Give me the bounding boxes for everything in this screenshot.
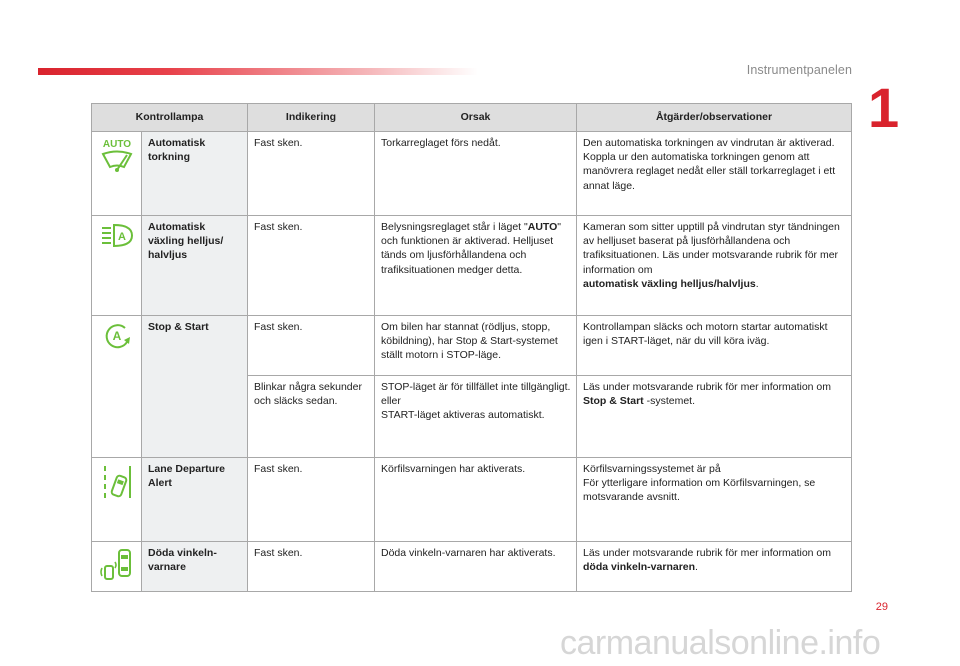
blind-spot-icon (98, 546, 136, 582)
watermark: carmanualsonline.info (560, 624, 881, 662)
cause-text: Körfilsvarningen har aktiverats. (375, 458, 577, 542)
lamp-name: Lane Departure Alert (142, 458, 248, 542)
auto-wiper-icon-text: AUTO (102, 139, 132, 150)
action-text (577, 216, 852, 316)
cause-text: Döda vinkeln-varnaren har aktiverats. (375, 542, 577, 592)
column-header-lamp: Kontrollampa (92, 104, 248, 132)
cause-text-start: Belysningsreglaget står i läget " (381, 221, 528, 233)
table-row-blind-spot (92, 542, 852, 592)
lamp-name: Döda vinkeln-varnare (142, 542, 248, 592)
action-text-end: -systemet. (646, 395, 696, 408)
lamp-icon-cell (92, 316, 142, 458)
stop-start-icon (98, 320, 136, 350)
indication-text: Blinkar några sekunder och släcks sedan. (248, 376, 375, 458)
auto-high-beam-icon (98, 220, 136, 250)
table-row-stop-start-fixed (92, 316, 852, 376)
lamp-name: Stop & Start (142, 316, 248, 458)
action-text (577, 542, 852, 592)
cause-text (375, 216, 577, 316)
action-text (577, 458, 852, 542)
indication-text: Fast sken. (248, 216, 375, 316)
lamp-icon-cell (92, 216, 142, 316)
cause-line: eller (381, 395, 401, 408)
action-text-start: Läs under motsvarande rubrik för mer information om (583, 381, 832, 393)
column-header-action: Åtgärder/observationer (577, 104, 852, 132)
action-text: Kontrollampan släcks och motorn startar automatiskt igen i START-läget, när du vill köra iväg. (577, 316, 852, 376)
column-header-cause: Orsak (375, 104, 577, 132)
indication-text: Fast sken. (248, 458, 375, 542)
auto-wiper-icon (98, 136, 136, 176)
action-text-end: . (695, 561, 698, 574)
cause-line: START-läget aktiveras automatiskt. (381, 409, 545, 422)
lamp-icon-cell (92, 458, 142, 542)
action-reference: automatisk växling helljus/halvljus (583, 277, 756, 290)
cause-line: STOP-läget är för tillfället inte tillgängligt. (381, 381, 571, 393)
action-text: Den automatiska torkningen av vindrutan är aktiverad. Koppla ur den automatiska torkningen genom att manövrera reglaget nedåt eller ställ torkarreglaget i ett annat läge. (577, 132, 852, 216)
section-title: Instrumentpanelen (746, 63, 852, 77)
lamp-icon-cell (92, 542, 142, 592)
cause-text-end: " och funktionen är aktiverad. Helljuset tänds om ljusförhållandena och trafiksituationen medger detta. (381, 221, 562, 276)
lane-departure-icon (98, 462, 136, 502)
lamp-icon-cell (92, 132, 142, 216)
auto-beam-icon-text: A (118, 231, 126, 243)
action-text-end: . (755, 277, 759, 290)
cause-text: Om bilen har stannat (rödljus, stopp, köbildning), har Stop & Start-systemet ställt motorn i STOP-läge. (375, 316, 577, 376)
page-number: 29 (875, 601, 888, 613)
cause-text-emphasis: AUTO (527, 221, 558, 233)
stop-start-icon-text: A (112, 329, 122, 343)
table-row-auto-wiping (92, 132, 852, 216)
table-row-lane-departure (92, 458, 852, 542)
action-text-start: Läs under motsvarande rubrik för mer information om (583, 547, 832, 559)
indication-text: Fast sken. (248, 542, 375, 592)
chapter-number: 1 (868, 76, 900, 139)
indication-text: Fast sken. (248, 132, 375, 216)
lamp-name: Automatisk växling helljus/ halvljus (142, 216, 248, 316)
action-reference: Stop & Start (583, 395, 644, 408)
cause-text: Torkarreglaget förs nedåt. (375, 132, 577, 216)
lamp-name: Automatisk torkning (142, 132, 248, 216)
action-reference: döda vinkeln-varnaren (583, 561, 696, 574)
action-text (577, 376, 852, 458)
chapter-accent-bar (38, 68, 478, 75)
action-line: Körfilsvarningssystemet är på (583, 463, 721, 475)
indication-text: Fast sken. (248, 316, 375, 376)
table-header-row (92, 104, 852, 132)
action-text-start: Kameran som sitter upptill på vindrutan styr tändningen av helljuset baserat på ljusförhållandena och trafiksituationen. Läs under motsvarande rubrik för mer information om (583, 221, 840, 276)
column-header-indication: Indikering (248, 104, 375, 132)
table-row-auto-beam (92, 216, 852, 316)
warning-lamp-table (91, 103, 852, 592)
cause-text (375, 376, 577, 458)
action-line: För ytterligare information om Körfilsvarningen, se motsvarande avsnitt. (583, 477, 816, 504)
